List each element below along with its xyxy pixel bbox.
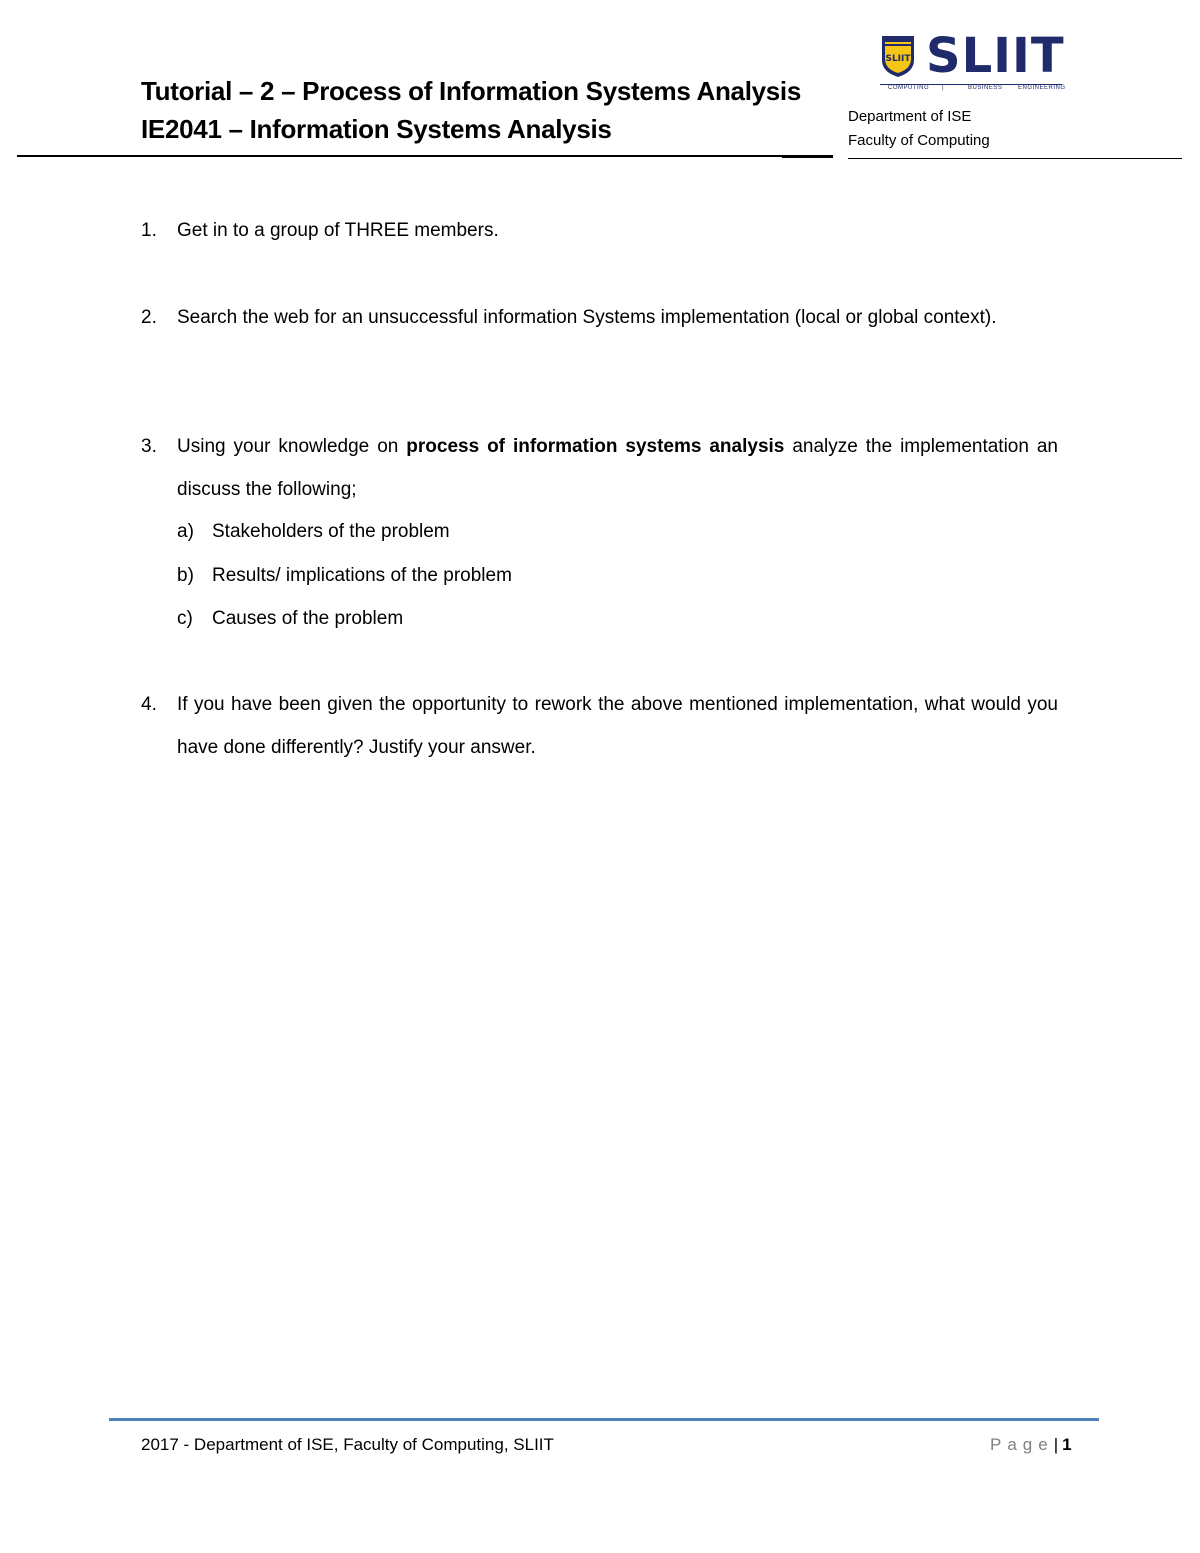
logo-wordmark: SLIIT xyxy=(926,28,1065,84)
department-name: Department of ISE xyxy=(848,108,972,125)
item-text-emphasis: process of information systems analysis xyxy=(406,436,785,457)
sub-item-letter: a) xyxy=(177,521,194,542)
course-title: IE2041 – Information Systems Analysis xyxy=(141,114,612,144)
document-title: Tutorial – 2 – Process of Information Systems Analysis xyxy=(141,76,802,106)
header-divider-accent xyxy=(782,155,833,158)
sub-item-letter: b) xyxy=(177,565,194,586)
department-block xyxy=(848,105,990,153)
page-number: 1 xyxy=(1062,1435,1072,1454)
item-text: Search the web for an unsuccessful information Systems implementation (local or global context). xyxy=(177,307,997,328)
item-text: If you have been given the opportunity to rework the above mentioned implementation, what would you have done differently? Justify your answer. xyxy=(177,694,1058,758)
page-number-block xyxy=(990,1435,1072,1455)
item-number: 1. xyxy=(141,220,157,241)
crest-icon xyxy=(880,34,916,78)
faculty-name: Faculty of Computing xyxy=(848,132,990,149)
logo-tag-business: BUSINESS xyxy=(968,85,1003,91)
footer-divider xyxy=(109,1418,1099,1421)
item-number: 4. xyxy=(141,694,157,715)
page-label: Page xyxy=(990,1435,1054,1454)
sliit-logo xyxy=(880,28,1066,94)
footer-text: 2017 - Department of ISE, Faculty of Computing, SLIIT xyxy=(141,1435,554,1454)
logo-tag-computing: COMPUTING xyxy=(888,85,930,91)
logo-tag-engineering: ENGINEERING xyxy=(1018,85,1066,91)
item-text xyxy=(177,425,1058,511)
logo-tag-separator: | xyxy=(942,85,945,91)
header-divider xyxy=(17,155,833,157)
sub-item-text: Stakeholders of the problem xyxy=(212,521,450,542)
sub-item-text: Results/ implications of the problem xyxy=(212,565,512,586)
item-text-tail: analyze the implementation an discuss the following; xyxy=(177,436,1059,500)
header-divider-right xyxy=(848,158,1182,159)
page-separator: | xyxy=(1053,1435,1059,1454)
item-number: 3. xyxy=(141,436,157,457)
item-text-lead: Using your knowledge on xyxy=(177,436,399,457)
crest-text: SLIIT xyxy=(885,54,911,64)
sub-item-letter: c) xyxy=(177,608,193,629)
item-number: 2. xyxy=(141,307,157,328)
sub-item-text: Causes of the problem xyxy=(212,608,404,629)
item-text: Get in to a group of THREE members. xyxy=(177,220,499,241)
